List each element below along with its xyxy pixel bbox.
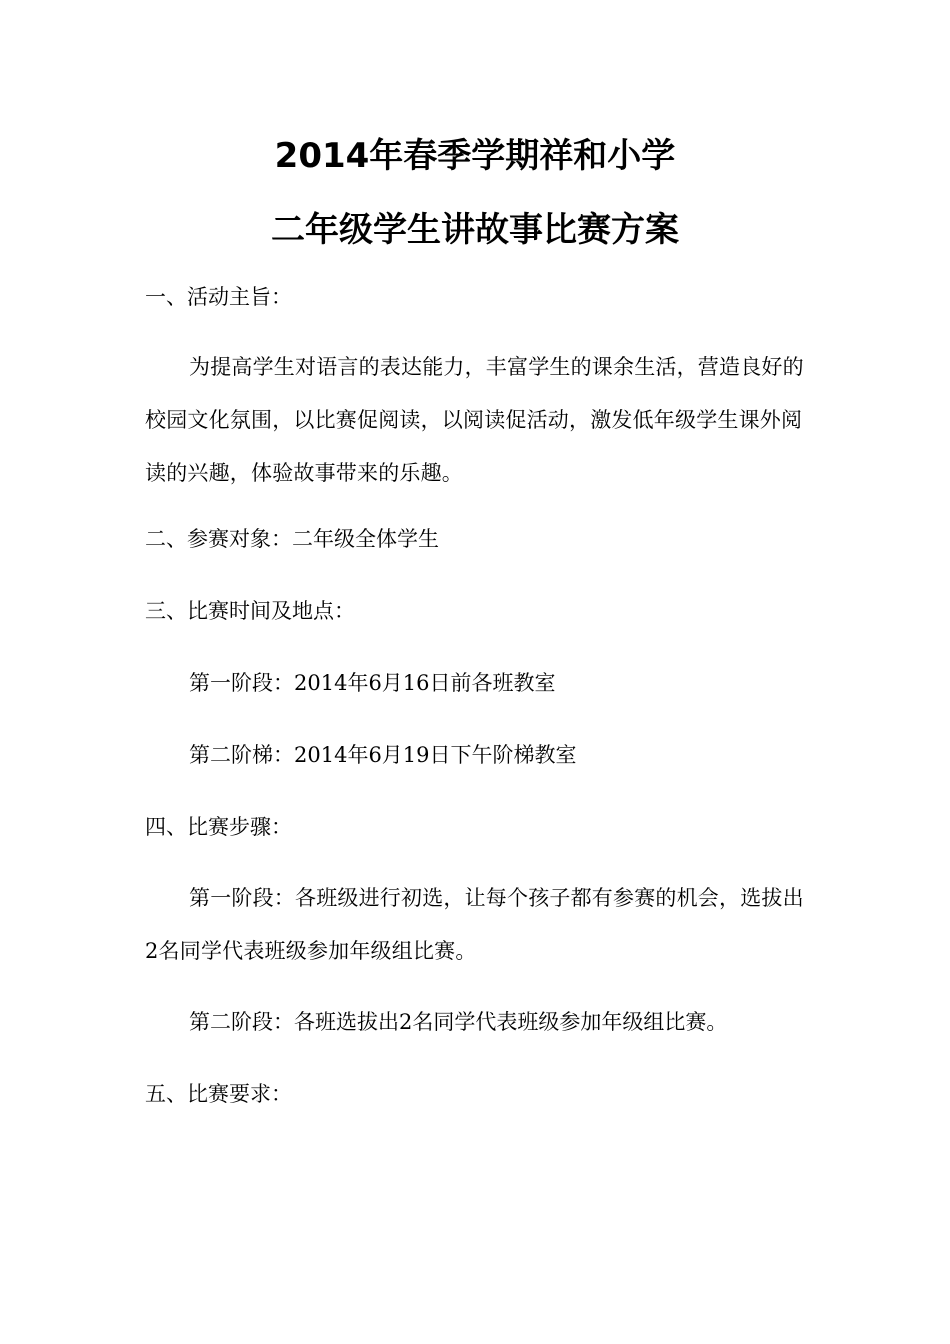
document-title-line-2: 二年级学生讲故事比赛方案	[271, 210, 679, 250]
section-2-heading: 二、参赛对象：二年级全体学生	[145, 527, 439, 551]
document-title-line-1: 2014年春季学期祥和小学	[274, 136, 676, 176]
section-3-item-2: 第二阶梯：2014年6月19日下午阶梯教室	[189, 743, 577, 767]
section-3-heading: 三、比赛时间及地点：	[145, 599, 355, 623]
section-4-item-1: 第一阶段：各班级进行初选，让每个孩子都有参赛的机会，选拔出2名同学代表班级参加年级组比赛。	[145, 886, 804, 963]
section-4-item-2: 第二阶段：各班选拔出2名同学代表班级参加年级组比赛。	[189, 1010, 728, 1034]
section-1-heading: 一、活动主旨：	[145, 285, 292, 309]
section-5-heading: 五、比赛要求：	[145, 1082, 292, 1106]
section-1-body: 为提高学生对语言的表达能力，丰富学生的课余生活，营造良好的校园文化氛围，以比赛促阅读，以阅读促活动，激发低年级学生课外阅读的兴趣，体验故事带来的乐趣。	[145, 355, 804, 485]
section-3-item-1: 第一阶段：2014年6月16日前各班教室	[189, 671, 556, 695]
section-4-heading: 四、比赛步骤：	[145, 815, 292, 839]
